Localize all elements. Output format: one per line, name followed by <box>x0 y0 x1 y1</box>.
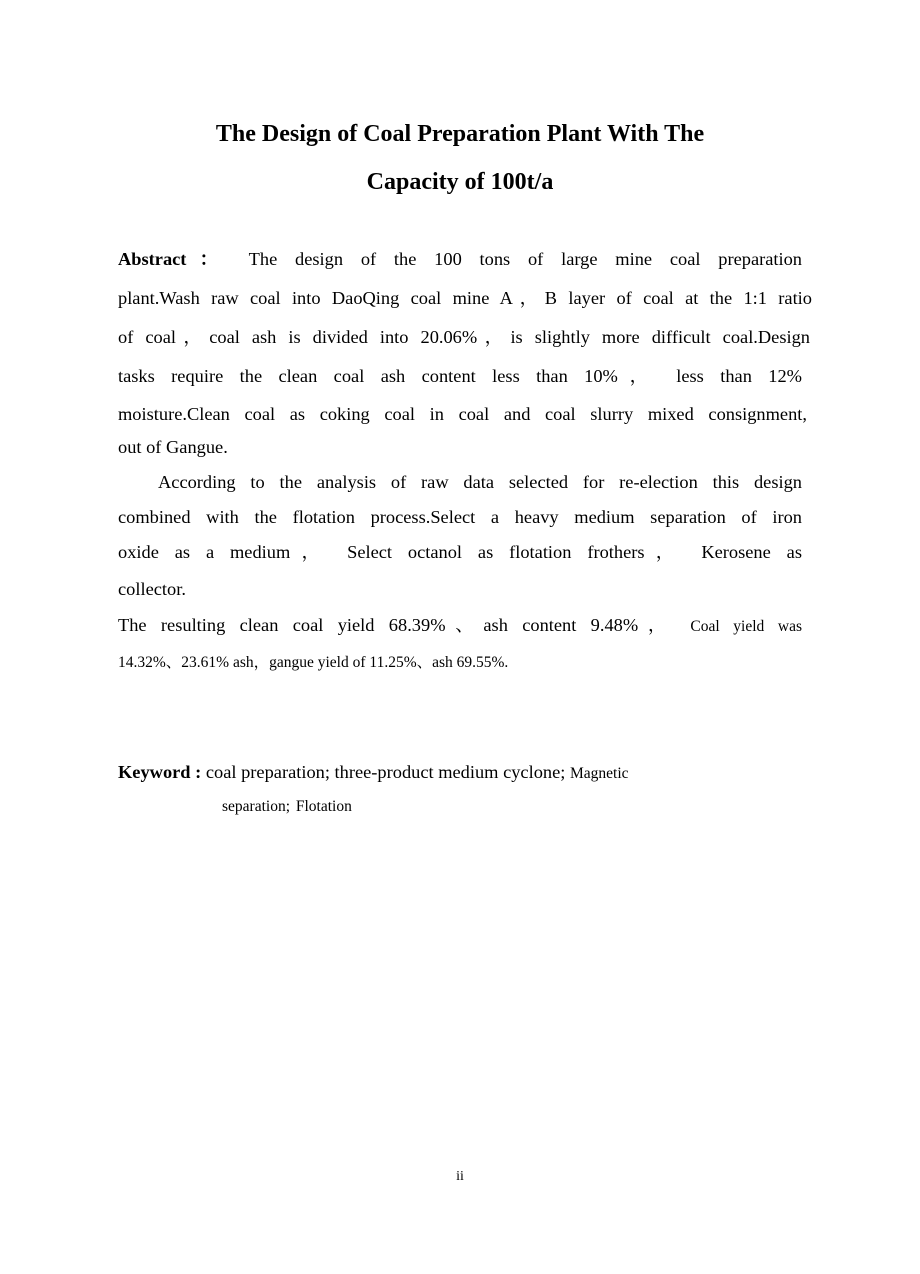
abstract-line-3: of coal，coal ash is divided into 20.06%，is slightly more difficult coal.Design <box>118 327 810 347</box>
abstract-line-10: collector. <box>118 579 186 599</box>
abstract-line-6: out of Gangue. <box>118 437 228 457</box>
results-text-small: Coal yield was <box>690 618 802 635</box>
abstract-line-5: moisture.Clean coal as coking coal in coal and coal slurry mixed consignment, <box>118 404 807 424</box>
keyword-text-small: Magnetic <box>569 765 629 782</box>
abstract-line-12: 14.32%、23.61% ash，gangue yield of 11.25%、ash 69.55%. <box>118 654 509 671</box>
title-line-2: Capacity of 100t/a <box>366 169 554 195</box>
abstract-line-11 <box>118 615 802 637</box>
page-number: ii <box>456 1169 464 1184</box>
abstract-line-2: plant.Wash raw coal into DaoQing coal mine A，B layer of coal at the 1:1 ratio <box>118 288 812 308</box>
abstract-line-8: combined with the flotation process.Select a heavy medium separation of iron <box>118 507 802 527</box>
abstract-text: The design of the 100 tons of large mine coal preparation <box>248 249 803 269</box>
keyword-line <box>118 762 629 784</box>
abstract-line-7: According to the analysis of raw data selected for re-election this design <box>158 472 802 492</box>
results-text: The resulting clean coal yield 68.39%、ash content 9.48%， <box>118 615 677 635</box>
abstract-label: Abstract： <box>118 249 232 269</box>
title-line-1: The Design of Coal Preparation Plant With The <box>215 121 705 147</box>
keyword-continuation: separation; Flotation <box>222 798 352 815</box>
keyword-label: Keyword : <box>118 762 202 782</box>
keyword-text: coal preparation; three-product medium cyclone; <box>205 762 566 782</box>
abstract-line-1 <box>118 249 802 269</box>
abstract-line-9: oxide as a medium， Select octanol as flotation frothers， Kerosene as <box>118 542 802 562</box>
abstract-line-4: tasks require the clean coal ash content less than 10%， less than 12% <box>118 366 802 386</box>
